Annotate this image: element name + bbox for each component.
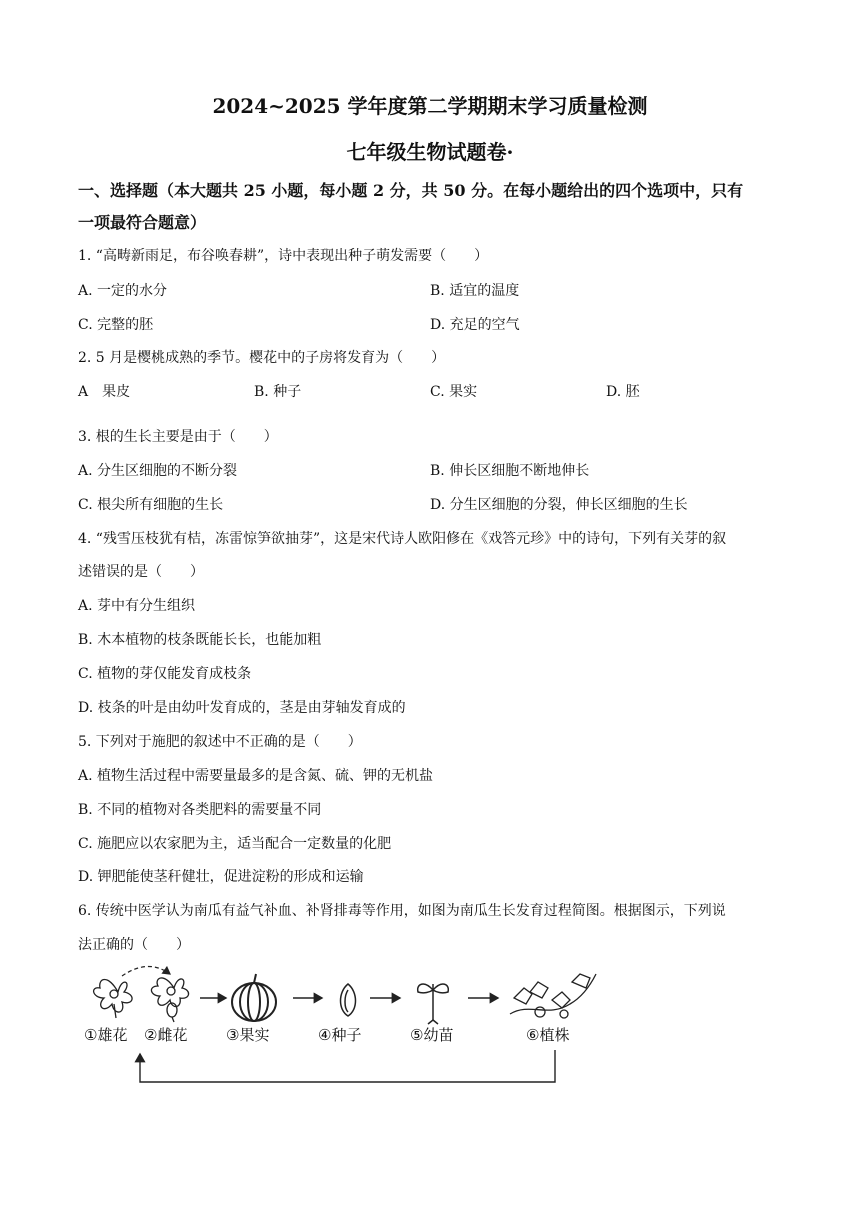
question-3-option-a: A. 分生区细胞的不断分裂	[78, 463, 238, 479]
male-flower-icon	[94, 980, 132, 1019]
plant-icon	[510, 974, 596, 1018]
question-3-option-d: D. 分生区细胞的分裂，伸长区细胞的生长	[430, 497, 688, 513]
female-flower-icon	[151, 978, 188, 1022]
section-heading-line2: 一项最符合题意）	[78, 213, 207, 232]
seedling-icon	[418, 984, 449, 1024]
question-1-option-a: A. 一定的水分	[78, 283, 168, 299]
question-4-option-b: B. 木本植物的枝条既能长长，也能加粗	[78, 632, 322, 648]
label-fruit: ③果实	[226, 1026, 270, 1044]
question-2-option-a: A 果皮	[78, 384, 131, 400]
question-6-stem-line2: 法正确的（ ）	[78, 937, 190, 953]
section-heading-line1: 一、选择题（本大题共 25 小题，每小题 2 分，共 50 分。在每小题给出的四个选项中，只有	[78, 181, 744, 200]
question-1-stem: 1. “高畴新雨足，布谷唤春耕”，诗中表现出种子萌发需要（ ）	[78, 248, 489, 264]
question-2-option-b: B. 种子	[254, 384, 302, 400]
question-4-option-a: A. 芽中有分生组织	[78, 598, 196, 614]
question-5-option-b: B. 不同的植物对各类肥料的需要量不同	[78, 802, 322, 818]
seed-icon	[341, 984, 356, 1016]
question-1-option-c: C. 完整的胚	[78, 317, 154, 333]
question-2-option-d: D. 胚	[606, 384, 640, 400]
question-5-option-c: C. 施肥应以农家肥为主，适当配合一定数量的化肥	[78, 836, 392, 852]
question-5-option-d: D. 钾肥能使茎秆健壮，促进淀粉的形成和运输	[78, 869, 364, 885]
label-plant: ⑥植株	[526, 1026, 570, 1044]
pumpkin-life-cycle-diagram	[78, 962, 598, 1092]
pumpkin-icon	[232, 974, 276, 1021]
question-4-stem-line1: 4. “残雪压枝犹有桔，冻雷惊笋欲抽芽”，这是宋代诗人欧阳修在《戏答元珍》中的诗句，下列有关芽的叙	[78, 531, 727, 547]
question-4-option-d: D. 枝条的叶是由幼叶发育成的，茎是由芽轴发育成的	[78, 700, 406, 716]
label-male-flower: ①雄花	[84, 1026, 128, 1044]
cycle-return-arrow	[140, 1050, 555, 1082]
label-female-flower: ②雌花	[144, 1026, 188, 1044]
question-1-option-d: D. 充足的空气	[430, 317, 520, 333]
pollination-arrow	[122, 966, 170, 976]
question-4-stem-line2: 述错误的是（ ）	[78, 564, 204, 580]
exam-title: 2024~2025 学年度第二学期期末学习质量检测	[212, 94, 648, 118]
question-1-option-b: B. 适宜的温度	[430, 283, 520, 299]
label-seedling: ⑤幼苗	[410, 1026, 454, 1044]
question-2-option-c: C. 果实	[430, 384, 478, 400]
question-3-option-c: C. 根尖所有细胞的生长	[78, 497, 224, 513]
question-2-stem: 2. 5 月是樱桃成熟的季节。樱花中的子房将发育为（ ）	[78, 350, 446, 366]
label-seed: ④种子	[318, 1026, 362, 1044]
exam-subtitle: 七年级生物试题卷·	[346, 140, 514, 164]
question-4-option-c: C. 植物的芽仅能发育成枝条	[78, 666, 252, 682]
question-3-stem: 3. 根的生长主要是由于（ ）	[78, 429, 278, 445]
question-5-stem: 5. 下列对于施肥的叙述中不正确的是（ ）	[78, 734, 362, 750]
question-6-stem-line1: 6. 传统中医学认为南瓜有益气补血、补肾排毒等作用，如图为南瓜生长发育过程简图。根据图示，下列说	[78, 903, 726, 919]
question-5-option-a: A. 植物生活过程中需要量最多的是含氮、硫、钾的无机盐	[78, 768, 434, 784]
question-3-option-b: B. 伸长区细胞不断地伸长	[430, 463, 590, 479]
